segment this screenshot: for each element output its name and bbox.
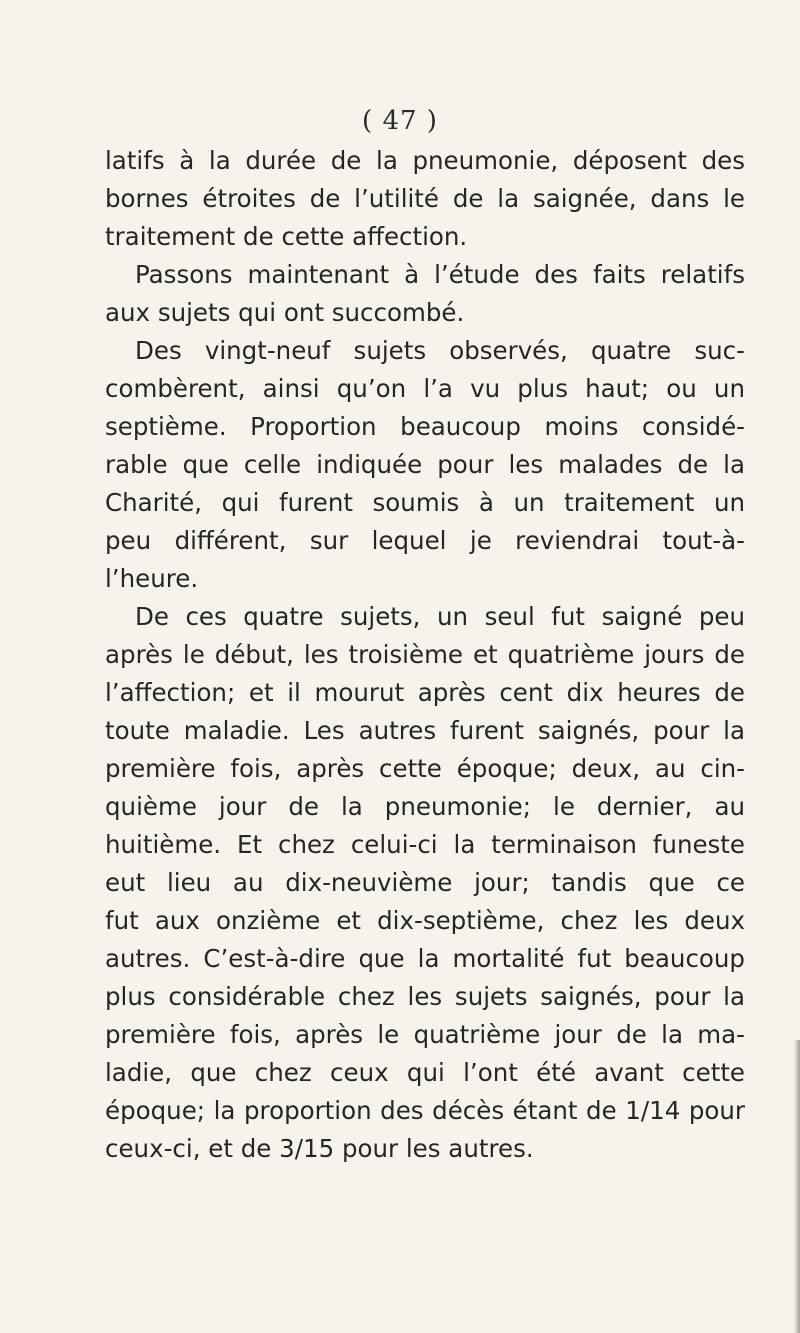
text-line: autres. C’est-à-dire que la mortalité fut beaucoup [105,944,745,973]
page-number: ( 47 ) [362,106,438,136]
text-line: époque; la proportion des décès étant de 1/14 pour [105,1096,745,1125]
text-line: première fois, après le quatrième jour de la ma- [105,1020,745,1049]
scan-edge-shadow [794,1040,800,1333]
text-line: eut lieu au dix-neuvième jour; tandis que ce [105,868,745,897]
text-line: Charité, qui furent soumis à un traitement un [105,488,745,517]
text-line: plus considérable chez les sujets saignés, pour la [105,982,745,1011]
text-line: aux sujets qui ont succombé. [105,298,465,327]
text-line: latifs à la durée de la pneumonie, déposent des [105,146,745,175]
text-line: l’heure. [105,564,199,593]
body-text [105,142,745,1168]
text-line: septième. Proportion beaucoup moins considé- [105,412,745,441]
text-line: l’affection; et il mourut après cent dix heures de [105,678,745,707]
text-line: fut aux onzième et dix-septième, chez les deux [105,906,745,935]
text-line: De ces quatre sujets, un seul fut saigné peu [135,602,745,631]
text-line: peu différent, sur lequel je reviendrai tout-à- [105,526,745,555]
text-line: rable que celle indiquée pour les malades de la [105,450,745,479]
text-line: ceux-ci, et de 3/15 pour les autres. [105,1134,534,1163]
text-line: combèrent, ainsi qu’on l’a vu plus haut; ou un [105,374,745,403]
text-line: bornes étroites de l’utilité de la saignée, dans le [105,184,745,213]
text-line: première fois, après cette époque; deux, au cin- [105,754,745,783]
text-line: après le début, les troisième et quatrième jours de [105,640,745,669]
text-line: ladie, que chez ceux qui l’ont été avant cette [105,1058,745,1087]
text-line: huitième. Et chez celui-ci la terminaison funeste [105,830,745,859]
text-line: quième jour de la pneumonie; le dernier, au [105,792,745,821]
text-line: traitement de cette affection. [105,222,468,251]
text-line: Passons maintenant à l’étude des faits relatifs [135,260,745,289]
text-line: Des vingt-neuf sujets observés, quatre suc- [135,336,745,365]
text-line: toute maladie. Les autres furent saignés, pour la [105,716,745,745]
